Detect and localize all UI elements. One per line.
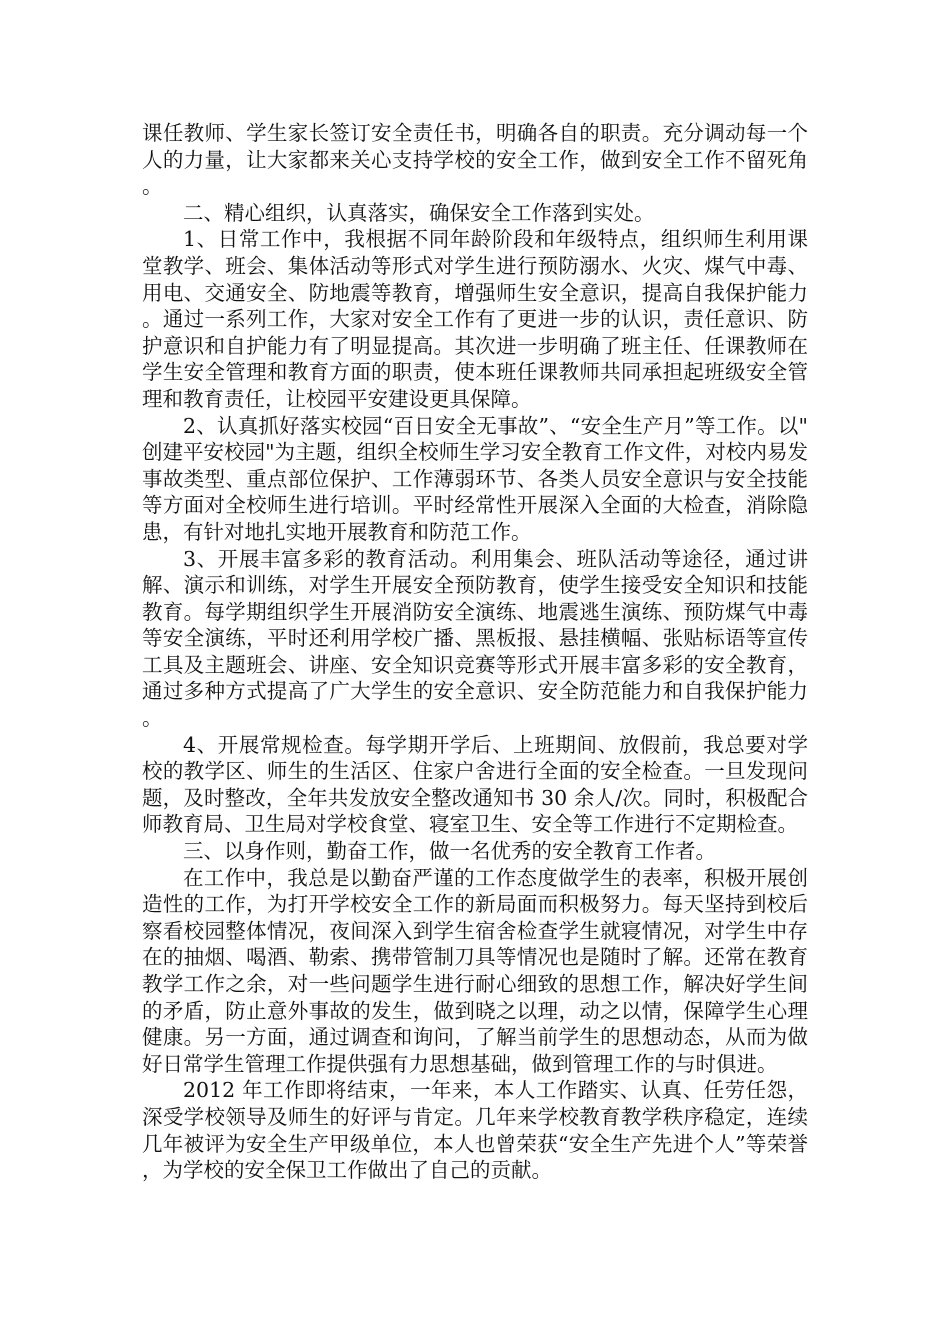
paragraph-item-2: 2、认真抓好落实校园“百日安全无事故”、“安全生产月”等工作。以"创建平安校园"为主题，组织全校师生学习安全教育工作文件，对校内易发事故类型、重点部位保护、工作薄弱环节、各类人员安全意识与安全技能等方面对全校师生进行培训。平时经常性开展深入全面的大检查，消除隐患，有针对地扎实地开展教育和防范工作。 — [142, 413, 808, 544]
paragraph-item-3: 3、开展丰富多彩的教育活动。利用集会、班队活动等途径，通过讲解、演示和训练，对学生开展安全预防教育，使学生接受安全知识和技能教育。每学期组织学生开展消防安全演练、地震逃生演练、预防煤气中毒等安全演练，平时还利用学校广播、黑板报、悬挂横幅、张贴标语等宣传工具及主题班会、讲座、安全知识竞赛等形式开展丰富多彩的安全教育，通过多种方式提高了广大学生的安全意识、安全防范能力和自我保护能力。 — [142, 546, 808, 731]
document-body — [142, 120, 808, 1184]
paragraph-1: 课任教师、学生家长签订安全责任书，明确各自的职责。充分调动每一个人的力量，让大家都来关心支持学校的安全工作，做到安全工作不留死角。 — [142, 121, 808, 199]
section-heading-2: 二、精心组织，认真落实，确保安全工作落到实处。 — [183, 200, 655, 225]
paragraph-conclusion: 2012 年工作即将结束，一年来，本人工作踏实、认真、任劳任怨，深受学校领导及师生的好评与肯定。几年来学校教育教学秩序稳定，连续几年被评为安全生产甲级单位，本人也曾荣获“安全生产先进个人”等荣誉，为学校的安全保卫工作做出了自己的贡献。 — [142, 1078, 808, 1183]
section-heading-3: 三、以身作则，勤奋工作，做一名优秀的安全教育工作者。 — [183, 839, 716, 864]
paragraph-item-4: 4、开展常规检查。每学期开学后、上班期间、放假前，我总要对学校的教学区、师生的生活区、住家户舍进行全面的安全检查。一旦发现问题，及时整改，全年共发放安全整改通知书 30 余人/次。同时，积极配合师教育局、卫生局对学校食堂、寝室卫生、安全等工作进行不定期检查。 — [142, 732, 808, 837]
paragraph-work-attitude: 在工作中，我总是以勤奋严谨的工作态度做学生的表率，积极开展创造性的工作，为打开学校安全工作的新局面而积极努力。每天坚持到校后察看校园整体情况，夜间深入到学生宿舍检查学生就寝情况，对学生中存在的抽烟、喝酒、勒索、携带管制刀具等情况也是随时了解。还常在教育教学工作之余，对一些问题学生进行耐心细致的思想工作，解决好学生间的矛盾，防止意外事故的发生，做到晓之以理，动之以情，保障学生心理健康。另一方面，通过调查和询问，了解当前学生的思想动态，从而为做好日常学生管理工作提供强有力思想基础，做到管理工作的与时俱进。 — [142, 865, 808, 1076]
paragraph-item-1: 1、日常工作中，我根据不同年龄阶段和年级特点，组织师生利用课堂教学、班会、集体活动等形式对学生进行预防溺水、火灾、煤气中毒、用电、交通安全、防地震等教育，增强师生安全意识，提高自我保护能力。通过一系列工作，大家对安全工作有了更进一步的认识，责任意识、防护意识和自护能力有了明显提高。其次进一步明确了班主任、任课教师在学生安全管理和教育方面的职责，使本班任课教师共同承担起班级安全管理和教育责任，让校园平安建设更具保障。 — [142, 227, 808, 411]
